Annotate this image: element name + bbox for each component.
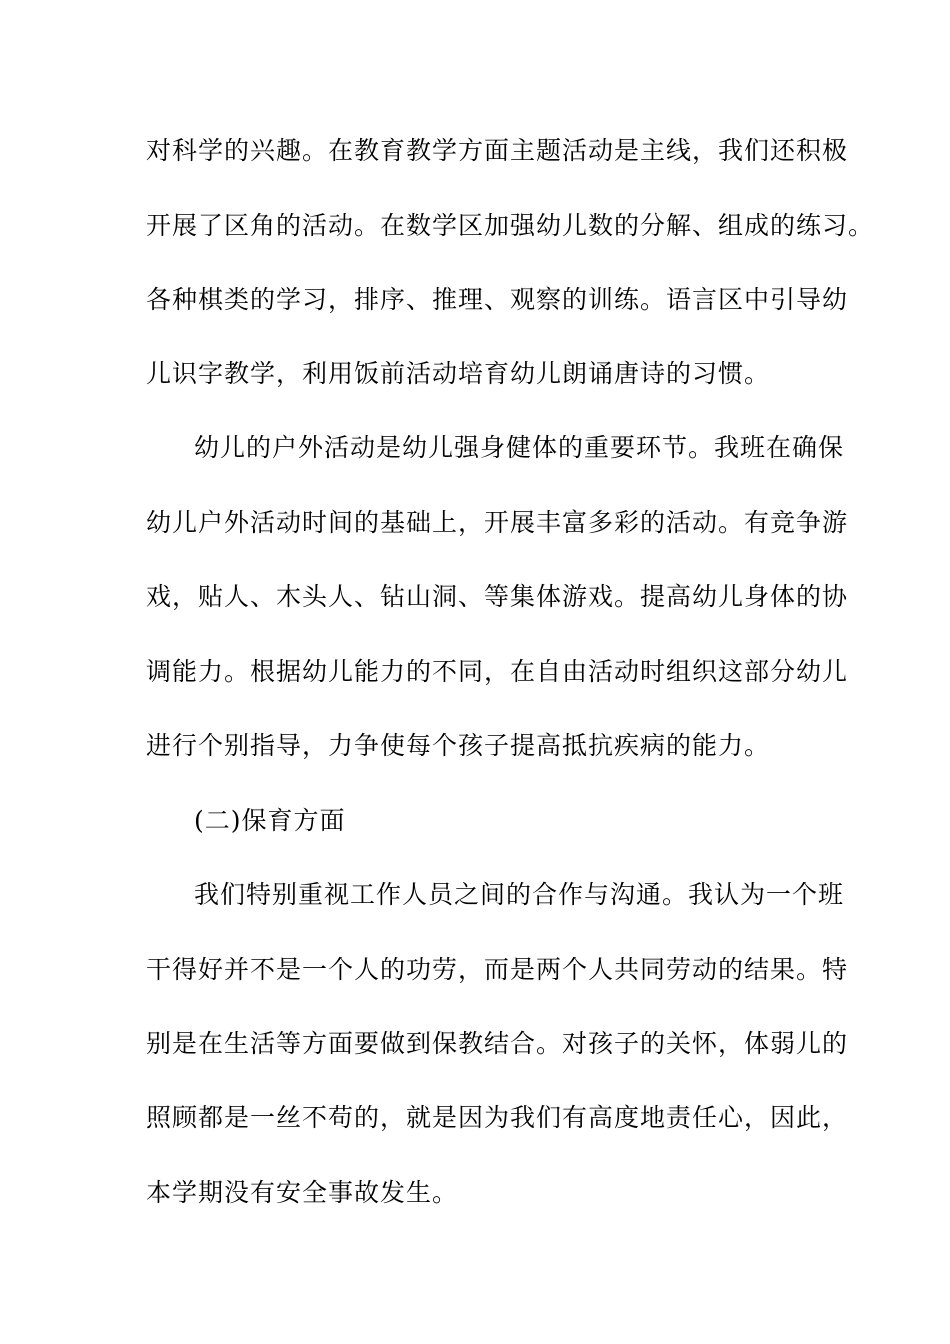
section-heading: (二)保育方面	[194, 806, 346, 835]
paragraph-line: 进行个别指导，力争使每个孩子提高抵抗疾病的能力。	[146, 731, 771, 760]
paragraph-line: 各种棋类的学习，排序、推理、观察的训练。语言区中引导幼	[146, 285, 849, 314]
paragraph-line: 幼儿户外活动时间的基础上，开展丰富多彩的活动。有竞争游	[146, 508, 849, 537]
paragraph-line: 调能力。根据幼儿能力的不同，在自由活动时组织这部分幼儿	[146, 657, 849, 686]
paragraph-line: 我们特别重视工作人员之间的合作与沟通。我认为一个班	[194, 880, 845, 909]
paragraph-line: 儿识字教学，利用饭前活动培育幼儿朗诵唐诗的习惯。	[146, 359, 771, 388]
paragraph-line: 开展了区角的活动。在数学区加强幼儿数的分解、组成的练习。	[146, 211, 875, 240]
paragraph-line: 戏，贴人、木头人、钻山洞、等集体游戏。提高幼儿身体的协	[146, 582, 849, 611]
paragraph-line: 照顾都是一丝不苟的，就是因为我们有高度地责任心，因此，	[146, 1103, 849, 1132]
paragraph-line: 对科学的兴趣。在教育教学方面主题活动是主线，我们还积极	[146, 136, 849, 165]
paragraph-line: 别是在生活等方面要做到保教结合。对孩子的关怀，体弱儿的	[146, 1029, 849, 1058]
paragraph-line: 幼儿的户外活动是幼儿强身健体的重要环节。我班在确保	[194, 433, 845, 462]
paragraph-line: 干得好并不是一个人的功劳，而是两个人共同劳动的结果。特	[146, 955, 849, 984]
paragraph-line: 本学期没有安全事故发生。	[146, 1178, 459, 1207]
